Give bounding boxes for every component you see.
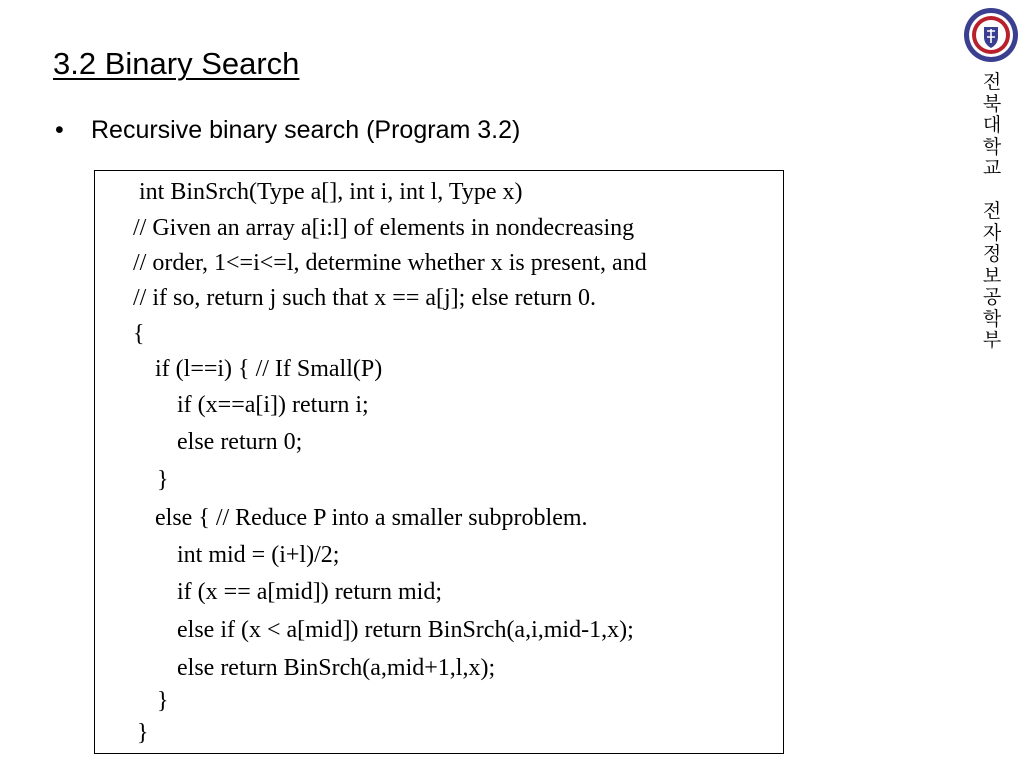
name-char: 부 (982, 329, 1002, 351)
name-char: 북 (982, 92, 1002, 115)
name-char: 학 (982, 135, 1002, 158)
name-char: 자 (982, 221, 1002, 244)
code-line: else return 0; (177, 429, 303, 455)
name-char: 전 (982, 71, 1002, 93)
code-line: { (133, 321, 145, 347)
name-char: 학 (982, 307, 1002, 330)
code-line: else if (x < a[mid]) return BinSrch(a,i,mid-1,x); (177, 617, 634, 643)
name-char: 대 (982, 114, 1002, 136)
code-line: } (137, 720, 149, 746)
code-line: int mid = (i+l)/2; (177, 542, 340, 568)
name-char: 교 (982, 157, 1002, 179)
code-line-comment: // order, 1<=i<=l, determine whether x is present, and (133, 250, 647, 276)
code-line-comment: // Given an array a[i:l] of elements in nondecreasing (133, 215, 635, 241)
code-line: if (x==a[i]) return i; (177, 392, 369, 418)
code-line: } (157, 467, 169, 493)
code-line-signature: int BinSrch(Type a[], int i, int l, Type x) (139, 179, 523, 205)
name-char: 보 (982, 264, 1002, 287)
code-line-comment: // if so, return j such that x == a[j]; else return 0. (133, 285, 596, 311)
code-line: else return BinSrch(a,mid+1,l,x); (177, 655, 496, 681)
name-char: 정 (982, 243, 1002, 265)
bullet-marker: • (55, 116, 64, 144)
university-department-name (981, 72, 1003, 352)
university-seal-icon (963, 7, 1019, 63)
slide-title: 3.2 Binary Search (53, 46, 300, 81)
name-char (981, 180, 1003, 202)
code-box (94, 170, 784, 754)
code-line: else { // Reduce P into a smaller subproblem. (155, 505, 588, 531)
code-line: if (l==i) { // If Small(P) (155, 356, 383, 382)
code-line: if (x == a[mid]) return mid; (177, 579, 442, 605)
code-line: } (157, 688, 169, 714)
bullet-text: Recursive binary search (Program 3.2) (91, 116, 521, 144)
name-char: 전 (982, 200, 1002, 222)
bullet-item (55, 116, 520, 145)
name-char: 공 (982, 286, 1002, 308)
